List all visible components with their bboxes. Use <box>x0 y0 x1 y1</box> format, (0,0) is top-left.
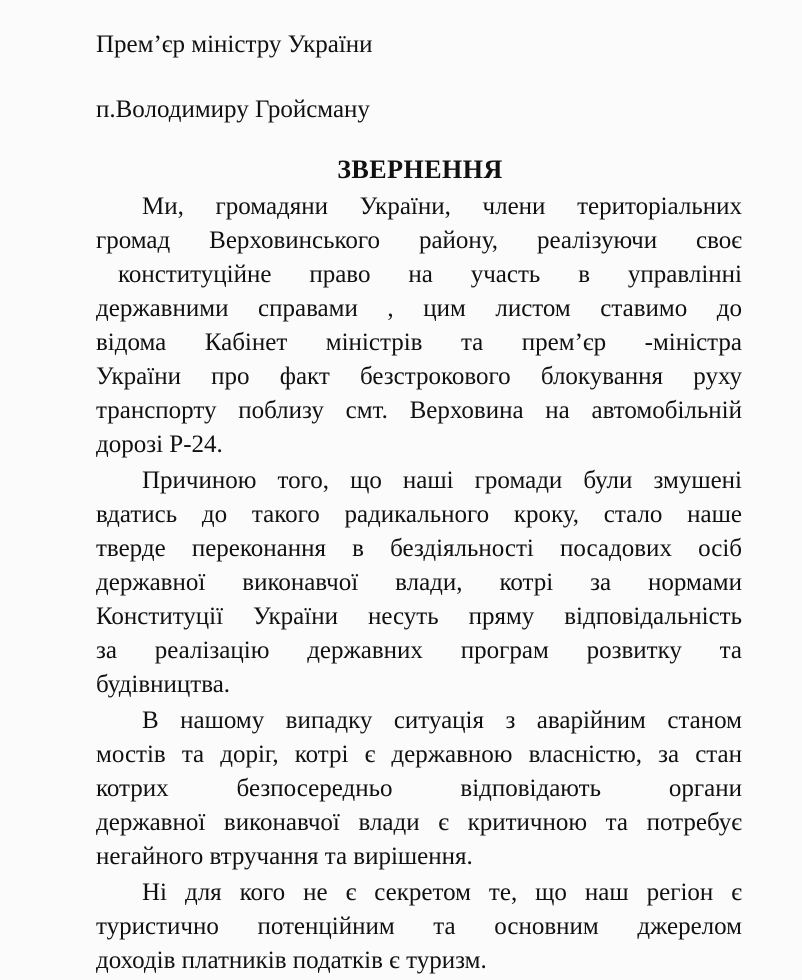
text-line: конституційне право на участь в управлінні <box>118 261 742 288</box>
addressee-name: п.Володимиру Гройсману <box>96 96 370 123</box>
text-line: державними справами , цим листом ставимо до <box>96 295 742 322</box>
paragraph-3 <box>96 704 742 874</box>
text-line: дорозі Р-24. <box>96 431 223 458</box>
text-line: котрих безпосередньо відповідають органи <box>96 775 742 802</box>
text-line: Конституції України несуть пряму відповідальність <box>96 603 742 630</box>
text-line: громад Верховинського району, реалізуючи своє <box>96 227 742 254</box>
text-line: В нашому випадку ситуація з аварійним станом <box>142 707 742 734</box>
document-body <box>96 190 742 980</box>
text-line: державної виконавчої влади, котрі за нормами <box>96 569 742 596</box>
paragraph-1 <box>96 190 742 462</box>
text-line: Ні для кого не є секретом те, що наш регіон є <box>142 879 742 906</box>
text-line: мостів та доріг, котрі є державною власністю, за стан <box>96 741 742 768</box>
text-line: Причиною того, що наші громади були змушені <box>142 467 742 494</box>
paragraph-4 <box>96 876 742 978</box>
paragraph-2 <box>96 464 742 702</box>
text-line: доходів платників податків є туризм. <box>96 947 487 974</box>
addressee-title: Прем’єр міністру України <box>96 31 373 58</box>
document-title: ЗВЕРНЕННЯ <box>337 155 503 184</box>
text-line: туристично потенційним та основним джерелом <box>96 913 742 940</box>
text-line: тверде переконання в бездіяльності посадових осіб <box>96 535 742 562</box>
text-line: будівництва. <box>96 671 231 698</box>
text-line: транспорту поблизу смт. Верховина на автомобільній <box>96 397 742 424</box>
text-line: України про факт безстрокового блокування руху <box>96 363 742 390</box>
text-line: державної виконавчої влади є критичною та потребує <box>96 809 742 836</box>
text-line: негайного втручання та вирішення. <box>96 843 473 870</box>
text-line: Ми, громадяни України, члени територіальних <box>142 193 742 220</box>
text-line: відома Кабінет міністрів та прем’єр -міністра <box>96 329 742 356</box>
text-line: вдатись до такого радикального кроку, стало наше <box>96 501 742 528</box>
text-line: за реалізацію державних програм розвитку та <box>96 637 742 664</box>
